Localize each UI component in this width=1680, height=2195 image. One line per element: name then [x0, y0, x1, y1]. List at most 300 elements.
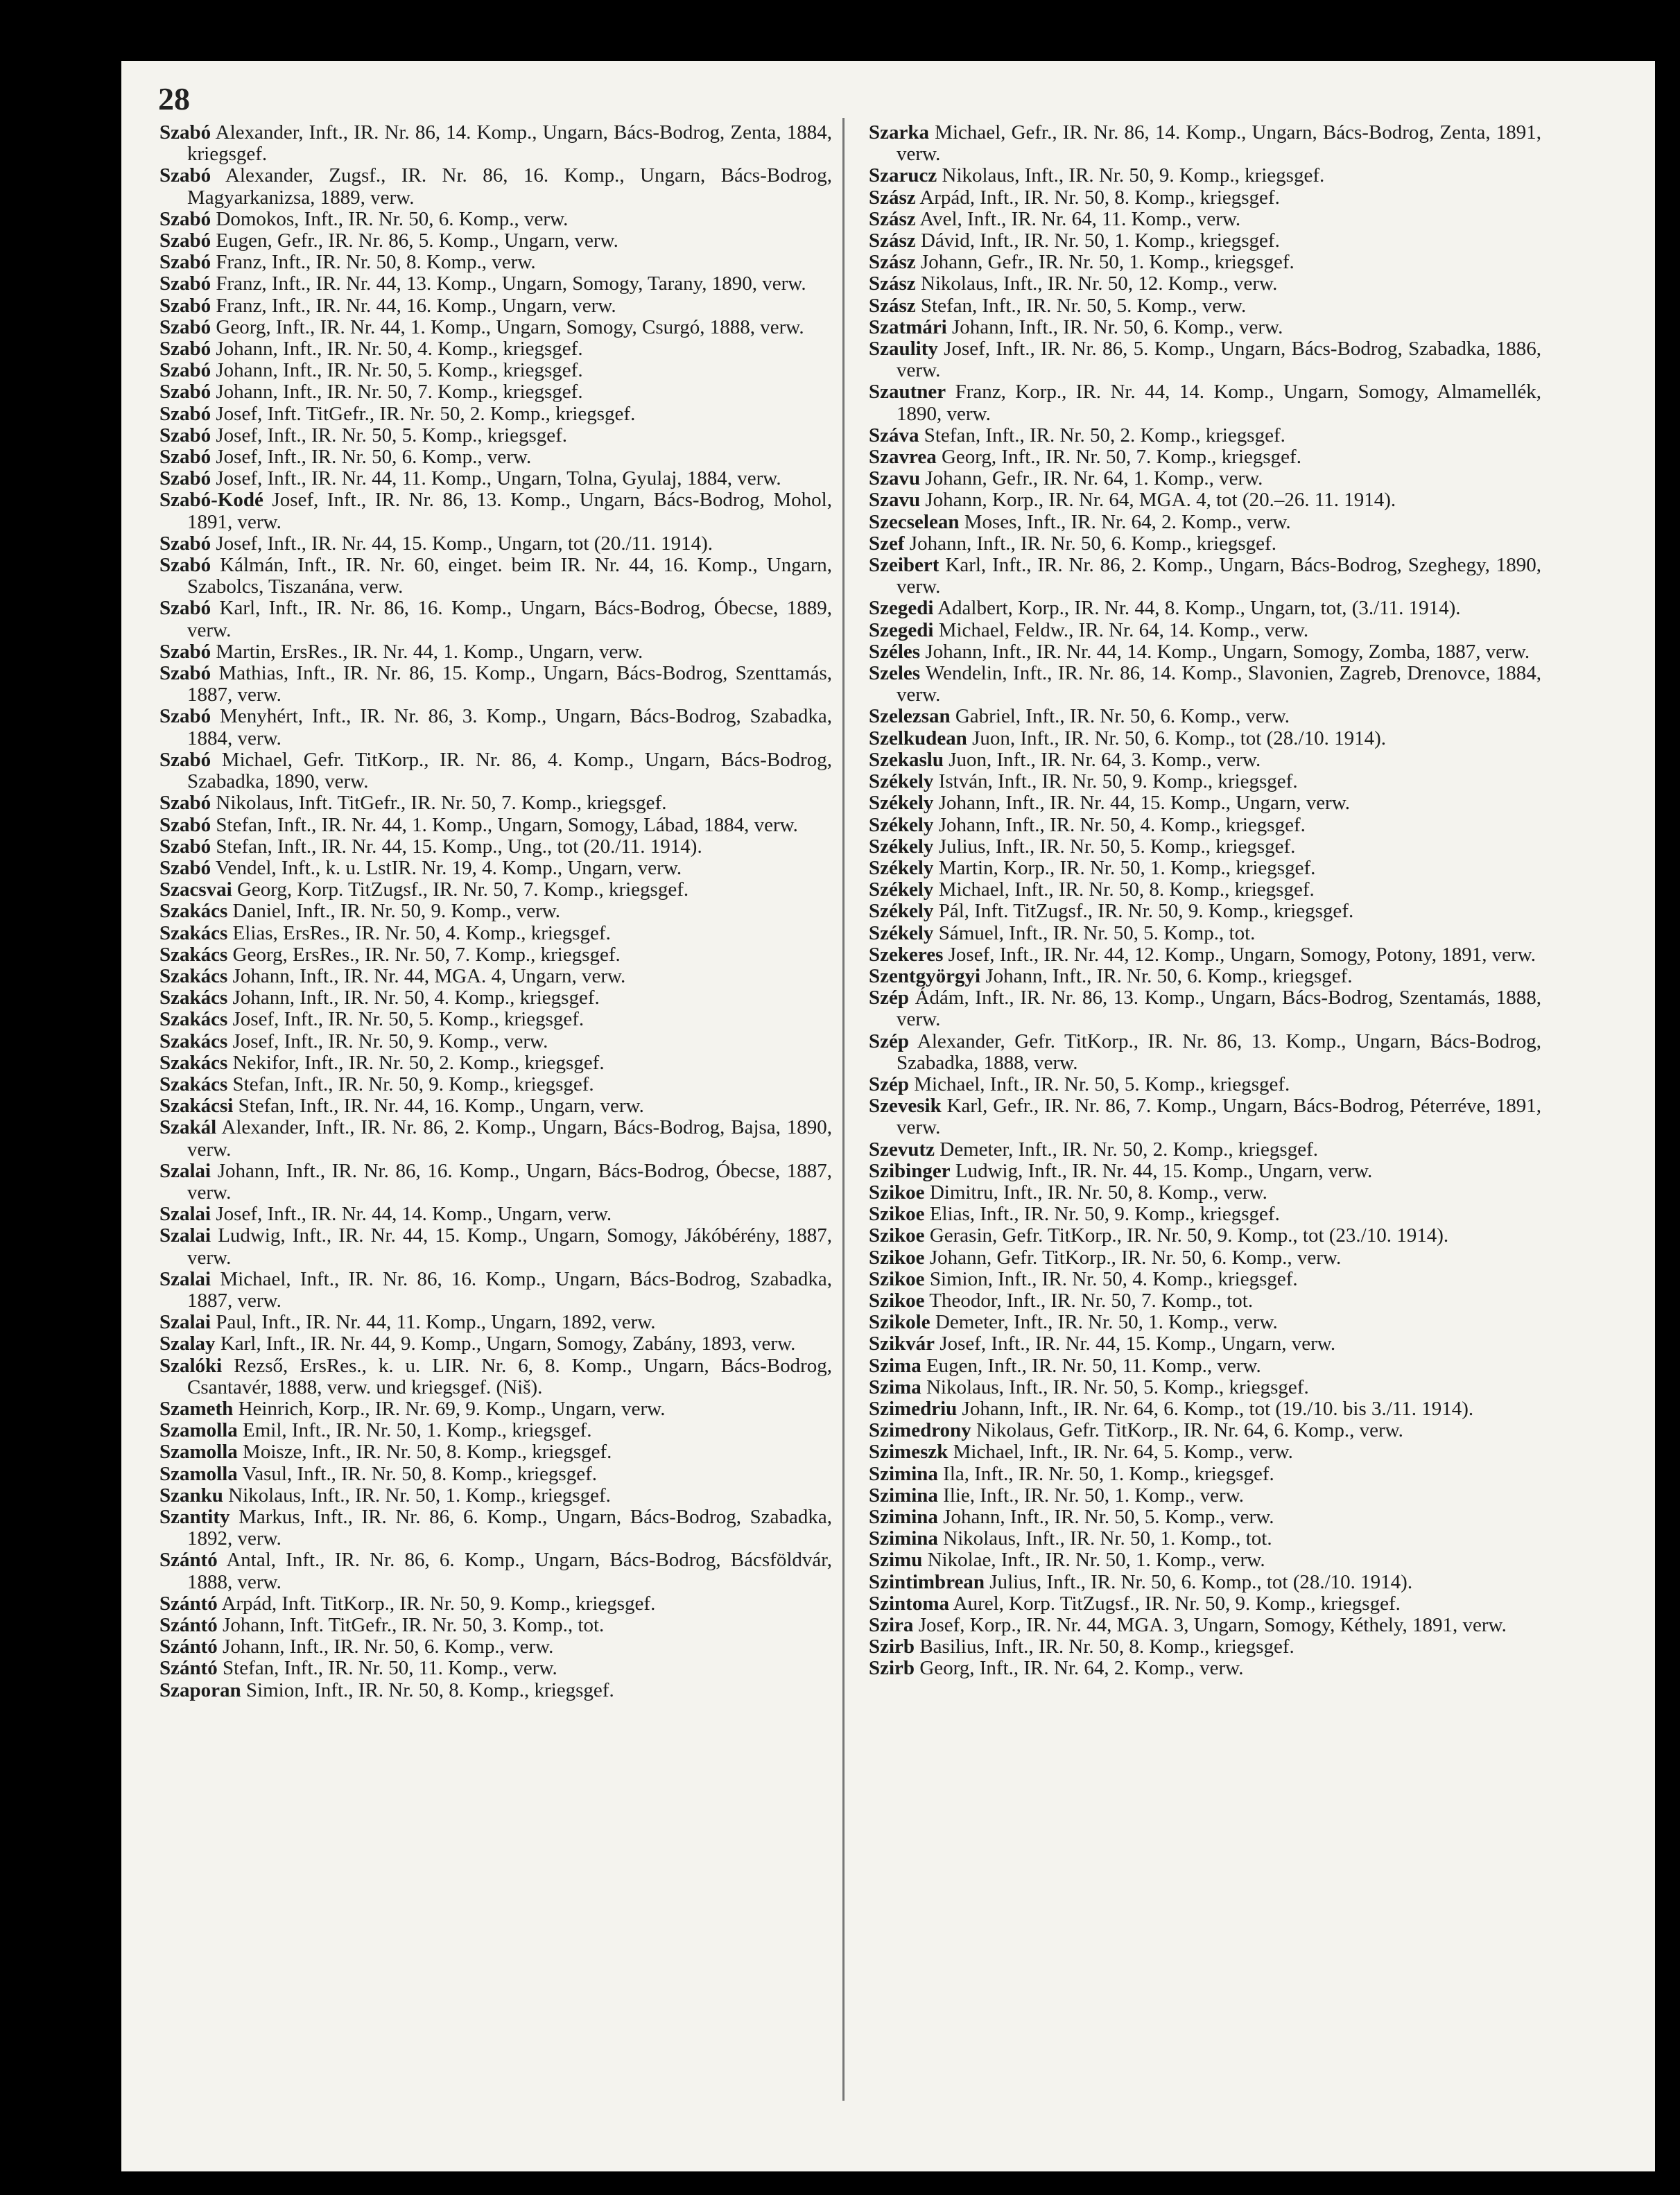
list-entry: [159, 446, 832, 468]
entry-surname: Szaulity: [869, 338, 938, 361]
list-entry: [159, 1095, 832, 1117]
entry-details: Nikolaus, Inft., IR. Nr. 50, 5. Komp., kriegsgef.: [921, 1376, 1309, 1398]
list-entry: [159, 555, 832, 598]
list-entry: [869, 468, 1541, 489]
entry-details: Josef, Inft., IR. Nr. 44, 15. Komp., Ungarn, verw.: [935, 1333, 1336, 1355]
entry-details: Domokos, Inft., IR. Nr. 50, 6. Komp., verw.: [211, 207, 569, 230]
list-entry: [869, 1290, 1541, 1312]
list-entry: [159, 1031, 832, 1052]
list-entry: [869, 1377, 1541, 1398]
entry-details: Vendel, Inft., k. u. LstIR. Nr. 19, 4. Komp., Ungarn, verw.: [211, 856, 682, 879]
list-entry: [869, 187, 1541, 209]
entry-details: Georg, ErsRes., IR. Nr. 50, 7. Komp., kriegsgef.: [227, 943, 621, 966]
list-entry: [159, 1204, 832, 1225]
list-entry: [159, 706, 832, 749]
list-entry: [869, 1550, 1541, 1571]
entry-details: Elias, ErsRes., IR. Nr. 50, 4. Komp., kriegsgef.: [227, 921, 611, 944]
entry-surname: Szabó: [159, 272, 211, 295]
entry-details: Stefan, Inft., IR. Nr. 44, 15. Komp., Ung., tot (20./11. 1914).: [211, 835, 702, 858]
entry-details: Josef, Inft., IR. Nr. 50, 9. Komp., verw.: [227, 1030, 548, 1052]
entry-surname: Szintimbrean: [869, 1570, 985, 1593]
entry-details: Elias, Inft., IR. Nr. 50, 9. Komp., kriegsgef.: [924, 1203, 1280, 1226]
list-entry: [159, 468, 832, 489]
list-entry: [869, 1507, 1541, 1528]
entry-details: Johann, Inft., IR. Nr. 50, 6. Komp., verw.: [217, 1636, 554, 1658]
entry-details: Nikolae, Inft., IR. Nr. 50, 1. Komp., verw.: [922, 1549, 1265, 1572]
entry-details: Josef, Inft., IR. Nr. 50, 5. Komp., kriegsgef.: [211, 424, 568, 446]
entry-details: Alexander, Zugsf., IR. Nr. 86, 16. Komp., Ungarn, Bács-Bodrog, Magyarkanizsa, 1889, verw.: [187, 164, 832, 209]
list-entry: [869, 663, 1541, 706]
entry-details: Johann, Inft., IR. Nr. 50, 4. Komp., kriegsgef.: [933, 813, 1306, 836]
entry-details: Johann, Gefr. TitKorp., IR. Nr. 50, 6. Komp., verw.: [924, 1246, 1342, 1269]
entry-details: Alexander, Inft., IR. Nr. 86, 2. Komp., Ungarn, Bács-Bodrog, Bajsa, 1890, verw.: [187, 1116, 832, 1161]
entry-surname: Szalay: [159, 1333, 216, 1355]
list-entry: [869, 1074, 1541, 1095]
list-entry: [869, 1464, 1541, 1485]
entry-surname: Szakács: [159, 921, 228, 944]
entry-details: Nikolaus, Inft., IR. Nr. 50, 1. Komp., kriegsgef.: [223, 1484, 611, 1507]
entry-details: Franz, Inft., IR. Nr. 44, 16. Komp., Ungarn, verw.: [211, 294, 616, 317]
entry-surname: Szabó: [159, 597, 211, 620]
entry-surname: Szamolla: [159, 1462, 238, 1485]
entry-details: Simion, Inft., IR. Nr. 50, 8. Komp., kriegsgef.: [241, 1678, 614, 1701]
list-entry: [869, 1528, 1541, 1550]
list-entry: [159, 122, 832, 165]
entry-surname: Szimina: [869, 1484, 938, 1507]
list-entry: [869, 122, 1541, 165]
entry-details: Josef, Inft., IR. Nr. 86, 5. Komp., Ungarn, Bács-Bodrog, Szabadka, 1886, verw.: [897, 338, 1541, 382]
entry-surname: Szakács: [159, 964, 228, 987]
list-entry: [159, 1312, 832, 1333]
entry-surname: Szanku: [159, 1484, 223, 1507]
list-entry: [159, 1333, 832, 1355]
entry-details: Michael, Inft., IR. Nr. 86, 16. Komp., Ungarn, Bács-Bodrog, Szabadka, 1887, verw.: [187, 1267, 832, 1312]
entry-surname: Szabó: [159, 640, 211, 663]
entry-details: Stefan, Inft., IR. Nr. 44, 1. Komp., Ungarn, Somogy, Lábad, 1884, verw.: [211, 813, 798, 836]
entry-surname: Szabó: [159, 164, 211, 187]
entry-details: Antal, Inft., IR. Nr. 86, 6. Komp., Ungarn, Bács-Bodrog, Bácsföldvár, 1888, verw.: [187, 1549, 832, 1593]
entry-surname: Szabó: [159, 229, 211, 252]
entry-surname: Szikoe: [869, 1203, 925, 1226]
entry-details: Franz, Inft., IR. Nr. 44, 13. Komp., Ungarn, Somogy, Tarany, 1890, verw.: [211, 272, 806, 295]
entry-details: Avel, Inft., IR. Nr. 64, 11. Komp., verw.: [915, 207, 1241, 230]
entry-surname: Szira: [869, 1614, 914, 1637]
entry-details: Josef, Inft., IR. Nr. 86, 13. Komp., Ungarn, Bács-Bodrog, Mohol, 1891, verw.: [187, 489, 832, 533]
entry-details: Josef, Inft., IR. Nr. 50, 5. Komp., kriegsgef.: [227, 1008, 584, 1031]
entry-details: Nikolaus, Inft. TitGefr., IR. Nr. 50, 7. Komp., kriegsgef.: [211, 792, 667, 815]
entry-surname: Szalai: [159, 1311, 211, 1334]
entry-surname: Szimina: [869, 1462, 938, 1485]
list-entry: [869, 1658, 1541, 1679]
entry-surname: Szekeres: [869, 943, 944, 966]
list-entry: [159, 165, 832, 208]
entry-details: Johann, Inft., IR. Nr. 50, 6. Komp., verw.: [946, 315, 1283, 338]
entry-details: Nikolaus, Gefr. TitKorp., IR. Nr. 64, 6. Komp., verw.: [971, 1419, 1403, 1442]
entry-details: Adalbert, Korp., IR. Nr. 44, 8. Komp., Ungarn, tot, (3./11. 1914).: [933, 597, 1461, 620]
entry-details: Georg, Inft., IR. Nr. 50, 7. Komp., kriegsgef.: [936, 446, 1301, 469]
entry-details: Stefan, Inft., IR. Nr. 44, 16. Komp., Ungarn, verw.: [233, 1095, 644, 1118]
list-entry: [869, 858, 1541, 879]
list-entry: [159, 1074, 832, 1095]
entry-surname: Szimina: [869, 1506, 938, 1528]
list-entry: [159, 381, 832, 403]
list-entry: [159, 273, 832, 295]
entry-surname: Szabó: [159, 121, 211, 144]
list-entry: [159, 1269, 832, 1312]
list-entry: [159, 1225, 832, 1268]
entry-details: Johann, Inft., IR. Nr. 50, 4. Komp., kriegsgef.: [227, 987, 600, 1009]
entry-details: Johann, Inft., IR. Nr. 44, 14. Komp., Ungarn, Somogy, Zomba, 1887, verw.: [920, 640, 1530, 663]
list-entry: [159, 1161, 832, 1204]
entry-details: Julius, Inft., IR. Nr. 50, 5. Komp., kriegsgef.: [933, 835, 1296, 858]
list-entry: [869, 230, 1541, 252]
entry-surname: Szakács: [159, 900, 228, 923]
entry-details: Ludwig, Inft., IR. Nr. 44, 15. Komp., Ungarn, Somogy, Jákóbérény, 1887, verw.: [187, 1224, 832, 1269]
entry-surname: Székely: [869, 770, 934, 793]
list-entry: [159, 966, 832, 987]
entry-surname: Szalai: [159, 1224, 211, 1247]
list-entry: [869, 966, 1541, 987]
list-entry: [159, 987, 832, 1009]
list-entry: [159, 1485, 832, 1507]
entry-details: Moses, Inft., IR. Nr. 64, 2. Komp., verw.: [959, 510, 1291, 533]
entry-details: Aurel, Korp. TitZugsf., IR. Nr. 50, 9. Komp., kriegsgef.: [949, 1592, 1401, 1615]
entry-surname: Szántó: [159, 1636, 218, 1658]
list-entry: [869, 165, 1541, 186]
entry-details: Johann, Inft. TitGefr., IR. Nr. 50, 3. Komp., tot.: [217, 1614, 605, 1637]
entry-surname: Szalai: [159, 1267, 211, 1290]
entry-surname: Székely: [869, 900, 934, 923]
entry-surname: Szacsvai: [159, 878, 232, 901]
list-entry: [869, 944, 1541, 966]
entry-surname: Szamolla: [159, 1419, 238, 1442]
list-entry: [869, 317, 1541, 338]
entry-surname: Szegedi: [869, 597, 934, 620]
entry-details: Johann, Inft., IR. Nr. 64, 6. Komp., tot (19./10. bis 3./11. 1914).: [957, 1397, 1474, 1420]
entry-details: Ila, Inft., IR. Nr. 50, 1. Komp., kriegsgef.: [937, 1462, 1274, 1485]
entry-surname: Székely: [869, 835, 934, 858]
list-entry: [159, 1507, 832, 1550]
entry-surname: Szautner: [869, 381, 946, 404]
entry-details: Josef, Inft., IR. Nr. 44, 12. Komp., Ungarn, Somogy, Potony, 1891, verw.: [943, 943, 1536, 966]
entry-surname: Szimina: [869, 1527, 938, 1550]
list-entry: [869, 1615, 1541, 1636]
entry-surname: Szántó: [159, 1592, 218, 1615]
entry-details: Johann, Inft., IR. Nr. 86, 16. Komp., Ungarn, Bács-Bodrog, Óbecse, 1887, verw.: [187, 1159, 832, 1204]
entry-surname: Szikoe: [869, 1246, 925, 1269]
left-column: [159, 122, 832, 1701]
entry-details: Eugen, Inft., IR. Nr. 50, 11. Komp., verw.: [921, 1354, 1261, 1377]
list-entry: [869, 1095, 1541, 1138]
entry-surname: Szima: [869, 1376, 921, 1398]
entry-surname: Szántó: [159, 1614, 218, 1637]
entry-details: Arpád, Inft., IR. Nr. 50, 8. Komp., kriegsgef.: [915, 186, 1280, 209]
entry-surname: Szabó: [159, 792, 211, 815]
entry-details: Josef, Inft., IR. Nr. 50, 6. Komp., verw.: [211, 446, 532, 469]
list-entry: [159, 295, 832, 317]
list-entry: [159, 1441, 832, 1463]
list-entry: [869, 1161, 1541, 1182]
entry-surname: Szelezsan: [869, 705, 951, 728]
list-entry: [869, 923, 1541, 944]
entry-details: Alexander, Gefr. TitKorp., IR. Nr. 86, 13. Komp., Ungarn, Bács-Bodrog, Szabadka, 1888, verw.: [897, 1030, 1541, 1074]
entry-details: Heinrich, Korp., IR. Nr. 69, 9. Komp., Ungarn, verw.: [233, 1397, 666, 1420]
list-entry: [159, 641, 832, 663]
entry-surname: Szikoe: [869, 1224, 925, 1247]
list-entry: [159, 1117, 832, 1160]
entry-details: Michael, Inft., IR. Nr. 50, 8. Komp., kriegsgef.: [933, 878, 1315, 901]
entry-surname: Szalóki: [159, 1354, 223, 1377]
entry-surname: Szarka: [869, 121, 929, 144]
list-entry: [869, 273, 1541, 295]
entry-details: Emil, Inft., IR. Nr. 50, 1. Komp., kriegsgef.: [237, 1419, 592, 1442]
list-entry: [869, 792, 1541, 814]
list-entry: [159, 792, 832, 814]
list-entry: [869, 1269, 1541, 1290]
entry-details: Karl, Inft., IR. Nr. 44, 9. Komp., Ungarn, Somogy, Zabány, 1893, verw.: [215, 1333, 796, 1355]
list-entry: [869, 879, 1541, 901]
entry-details: Demeter, Inft., IR. Nr. 50, 2. Komp., kriegsgef.: [935, 1138, 1318, 1161]
list-entry: [159, 1680, 832, 1701]
entry-surname: Szelkudean: [869, 727, 967, 749]
entry-details: Vasul, Inft., IR. Nr. 50, 8. Komp., kriegsgef.: [237, 1462, 597, 1485]
entry-details: Johann, Inft., IR. Nr. 44, 15. Komp., Ungarn, verw.: [933, 792, 1351, 815]
entry-details: Johann, Korp., IR. Nr. 64, MGA. 4, tot (20.–26. 11. 1914).: [920, 489, 1396, 512]
entry-details: Wendelin, Inft., IR. Nr. 86, 14. Komp., Slavonien, Zagreb, Drenovce, 1884, verw.: [897, 662, 1541, 706]
list-entry: [869, 512, 1541, 533]
entry-surname: Szeles: [869, 662, 921, 685]
list-entry: [869, 1312, 1541, 1333]
entry-surname: Szakács: [159, 1008, 228, 1031]
entry-details: Martin, Korp., IR. Nr. 50, 1. Komp., kriegsgef.: [933, 856, 1316, 879]
entry-details: Nekifor, Inft., IR. Nr. 50, 2. Komp., kriegsgef.: [227, 1051, 605, 1074]
entry-details: Michael, Gefr., IR. Nr. 86, 14. Komp., Ungarn, Bács-Bodrog, Zenta, 1891, verw.: [897, 121, 1541, 166]
entry-surname: Szeibert: [869, 554, 939, 577]
list-entry: [159, 230, 832, 252]
entry-surname: Szász: [869, 294, 916, 317]
entry-surname: Székely: [869, 878, 934, 901]
column-divider: [842, 118, 845, 2101]
list-entry: [159, 1658, 832, 1679]
entry-details: Pál, Inft. TitZugsf., IR. Nr. 50, 9. Komp., kriegsgef.: [933, 900, 1354, 923]
entry-surname: Szabó-Kodé: [159, 489, 263, 512]
entry-details: Basilius, Inft., IR. Nr. 50, 8. Komp., kriegsgef.: [915, 1636, 1294, 1658]
entry-details: Johann, Inft., IR. Nr. 50, 4. Komp., kriegsgef.: [211, 338, 583, 361]
entry-details: Nikolaus, Inft., IR. Nr. 50, 1. Komp., tot.: [937, 1527, 1272, 1550]
entry-details: Stefan, Inft., IR. Nr. 50, 9. Komp., kriegsgef.: [227, 1073, 594, 1095]
list-entry: [869, 295, 1541, 317]
entry-details: Juon, Inft., IR. Nr. 64, 3. Komp., verw.: [943, 748, 1261, 771]
list-entry: [159, 836, 832, 858]
entry-surname: Székely: [869, 856, 934, 879]
list-entry: [159, 901, 832, 922]
entry-surname: Szabó: [159, 662, 211, 685]
list-entry: [869, 338, 1541, 381]
entry-surname: Szász: [869, 272, 916, 295]
entry-surname: Szakács: [159, 987, 228, 1009]
entry-details: Rezső, ErsRes., k. u. LIR. Nr. 6, 8. Komp., Ungarn, Bács-Bodrog, Csantavér, 1888, verw. und kriegsgef. (Niš).: [187, 1354, 832, 1398]
entry-surname: Szentgyörgyi: [869, 964, 981, 987]
list-entry: [869, 1420, 1541, 1441]
entry-surname: Szikoe: [869, 1181, 925, 1204]
entry-details: Josef, Inft., IR. Nr. 44, 15. Komp., Ungarn, tot (20./11. 1914).: [211, 532, 713, 555]
list-entry: [159, 252, 832, 273]
entry-surname: Szintoma: [869, 1592, 949, 1615]
entry-surname: Szevutz: [869, 1138, 935, 1161]
entry-details: Michael, Inft., IR. Nr. 50, 5. Komp., kriegsgef.: [909, 1073, 1290, 1095]
list-entry: [869, 1398, 1541, 1420]
list-entry: [869, 555, 1541, 598]
entry-details: Johann, Inft., IR. Nr. 50, 5. Komp., verw.: [937, 1506, 1274, 1528]
entry-surname: Szirb: [869, 1657, 915, 1680]
entry-details: Josef, Inft., IR. Nr. 44, 11. Komp., Ungarn, Tolna, Gyulaj, 1884, verw.: [211, 467, 781, 490]
entry-details: Theodor, Inft., IR. Nr. 50, 7. Komp., tot.: [924, 1289, 1254, 1312]
list-entry: [869, 620, 1541, 641]
list-entry: [869, 987, 1541, 1030]
entry-details: Moisze, Inft., IR. Nr. 50, 8. Komp., kriegsgef.: [237, 1441, 612, 1464]
entry-details: Georg, Inft., IR. Nr. 44, 1. Komp., Ungarn, Somogy, Csurgó, 1888, verw.: [211, 315, 804, 338]
list-entry: [869, 209, 1541, 230]
entry-surname: Szabó: [159, 315, 211, 338]
list-entry: [159, 598, 832, 641]
entry-surname: Szarucz: [869, 164, 937, 187]
entry-details: Simion, Inft., IR. Nr. 50, 4. Komp., kriegsgef.: [924, 1267, 1298, 1290]
list-entry: [869, 728, 1541, 749]
list-entry: [869, 1485, 1541, 1507]
list-entry: [869, 1247, 1541, 1269]
entry-details: Juon, Inft., IR. Nr. 50, 6. Komp., tot (28./10. 1914).: [967, 727, 1386, 749]
list-entry: [869, 1593, 1541, 1615]
entry-details: Martin, ErsRes., IR. Nr. 44, 1. Komp., Ungarn, verw.: [211, 640, 643, 663]
list-entry: [869, 381, 1541, 424]
entry-details: Ludwig, Inft., IR. Nr. 44, 15. Komp., Ungarn, verw.: [950, 1159, 1373, 1182]
entry-details: Josef, Inft. TitGefr., IR. Nr. 50, 2. Komp., kriegsgef.: [211, 402, 636, 425]
list-entry: [869, 1333, 1541, 1355]
entry-surname: Szikoe: [869, 1267, 925, 1290]
list-entry: [869, 533, 1541, 555]
entry-surname: Szabó: [159, 532, 211, 555]
list-entry: [869, 489, 1541, 511]
entry-surname: Szavu: [869, 489, 921, 512]
entry-details: Michael, Gefr. TitKorp., IR. Nr. 86, 4. Komp., Ungarn, Bács-Bodrog, Szabadka, 1890, verw.: [187, 748, 832, 793]
list-entry: [159, 1636, 832, 1658]
entry-details: Franz, Korp., IR. Nr. 44, 14. Komp., Ungarn, Somogy, Almamellék, 1890, verw.: [897, 381, 1541, 425]
entry-surname: Szikoe: [869, 1289, 925, 1312]
entry-surname: Szavrea: [869, 446, 937, 469]
list-entry: [869, 1441, 1541, 1463]
entry-surname: Székely: [869, 921, 934, 944]
entry-details: Johann, Gefr., IR. Nr. 50, 1. Komp., kriegsgef.: [915, 251, 1294, 274]
list-entry: [159, 489, 832, 532]
entry-details: Michael, Feldw., IR. Nr. 64, 14. Komp., verw.: [933, 618, 1309, 641]
entry-surname: Szabó: [159, 554, 211, 577]
list-entry: [869, 1139, 1541, 1161]
list-entry: [869, 771, 1541, 792]
entry-details: Karl, Inft., IR. Nr. 86, 2. Komp., Ungarn, Bács-Bodrog, Szeghegy, 1890, verw.: [897, 554, 1541, 598]
list-entry: [869, 1182, 1541, 1204]
list-entry: [159, 360, 832, 381]
entry-details: Johann, Inft., IR. Nr. 50, 6. Komp., kriegsgef.: [904, 532, 1276, 555]
list-entry: [159, 1615, 832, 1636]
entry-details: Johann, Gefr., IR. Nr. 64, 1. Komp., verw.: [920, 467, 1263, 490]
entry-surname: Szabó: [159, 835, 211, 858]
entry-details: Johann, Inft., IR. Nr. 50, 7. Komp., kriegsgef.: [211, 381, 583, 404]
entry-details: Gerasin, Gefr. TitKorp., IR. Nr. 50, 9. Komp., tot (23./10. 1914).: [924, 1224, 1449, 1247]
entry-surname: Szavu: [869, 467, 921, 490]
entry-surname: Szász: [869, 229, 916, 252]
entry-surname: Szatmári: [869, 315, 947, 338]
list-entry: [159, 879, 832, 901]
list-entry: [869, 598, 1541, 619]
entry-details: Mathias, Inft., IR. Nr. 86, 15. Komp., Ungarn, Bács-Bodrog, Szenttamás, 1887, verw.: [187, 662, 832, 706]
entry-details: Dimitru, Inft., IR. Nr. 50, 8. Komp., verw.: [924, 1181, 1267, 1204]
page-number: 28: [158, 81, 190, 116]
entry-surname: Szantity: [159, 1506, 230, 1528]
list-entry: [159, 923, 832, 944]
entry-details: Demeter, Inft., IR. Nr. 50, 1. Komp., verw.: [930, 1311, 1278, 1334]
entry-surname: Szaporan: [159, 1678, 241, 1701]
entry-surname: Szevesik: [869, 1095, 942, 1118]
list-entry: [869, 1225, 1541, 1247]
entry-details: Arpád, Inft. TitKorp., IR. Nr. 50, 9. Komp., kriegsgef.: [217, 1592, 656, 1615]
entry-surname: Szabó: [159, 381, 211, 404]
entry-details: Georg, Inft., IR. Nr. 64, 2. Komp., verw.: [915, 1657, 1244, 1680]
list-entry: [869, 425, 1541, 446]
entry-details: Nikolaus, Inft., IR. Nr. 50, 9. Komp., kriegsgef.: [937, 164, 1325, 187]
entry-details: Johann, Inft., IR. Nr. 50, 6. Komp., kriegsgef.: [980, 964, 1353, 987]
entry-surname: Szabó: [159, 446, 211, 469]
entry-details: Johann, Inft., IR. Nr. 50, 5. Komp., kriegsgef.: [211, 359, 583, 382]
entry-surname: Szimu: [869, 1549, 923, 1572]
list-entry: [869, 1355, 1541, 1377]
entry-surname: Szef: [869, 532, 905, 555]
entry-surname: Szabó: [159, 338, 211, 361]
entry-surname: Szabó: [159, 467, 211, 490]
entry-surname: Szabó: [159, 207, 211, 230]
entry-surname: Szabó: [159, 748, 211, 771]
entry-surname: Széles: [869, 640, 921, 663]
entry-surname: Szalai: [159, 1159, 211, 1182]
list-entry: [159, 858, 832, 879]
entry-surname: Szameth: [159, 1397, 234, 1420]
entry-surname: Szakács: [159, 1051, 228, 1074]
entry-details: Franz, Inft., IR. Nr. 50, 8. Komp., verw.: [211, 251, 536, 274]
entry-surname: Székely: [869, 792, 934, 815]
entry-details: Stefan, Inft., IR. Nr. 50, 11. Komp., verw.: [217, 1657, 557, 1680]
entry-details: Nikolaus, Inft., IR. Nr. 50, 12. Komp., verw.: [915, 272, 1278, 295]
list-entry: [869, 706, 1541, 727]
entry-surname: Szakács: [159, 1073, 228, 1095]
entry-details: Kálmán, Inft., IR. Nr. 60, einget. beim IR. Nr. 44, 16. Komp., Ungarn, Szabolcs, Tiszanána, verw.: [187, 554, 832, 598]
entry-surname: Szabó: [159, 705, 211, 728]
entry-surname: Szakács: [159, 1030, 228, 1052]
entry-surname: Szép: [869, 1073, 909, 1095]
entry-surname: Szabó: [159, 294, 211, 317]
list-entry: [869, 641, 1541, 663]
list-entry: [159, 1464, 832, 1485]
entry-details: Stefan, Inft., IR. Nr. 50, 5. Komp., verw.: [915, 294, 1247, 317]
entry-surname: Szima: [869, 1354, 921, 1377]
entry-details: Ilie, Inft., IR. Nr. 50, 1. Komp., verw.: [937, 1484, 1245, 1507]
entry-surname: Szép: [869, 987, 909, 1009]
entry-details: Menyhért, Inft., IR. Nr. 86, 3. Komp., Ungarn, Bács-Bodrog, Szabadka, 1884, verw.: [187, 705, 832, 749]
entry-surname: Szántó: [159, 1657, 218, 1680]
list-entry: [159, 1550, 832, 1593]
list-entry: [159, 404, 832, 425]
entry-surname: Szabó: [159, 251, 211, 274]
list-entry: [159, 1420, 832, 1441]
list-entry: [869, 901, 1541, 922]
